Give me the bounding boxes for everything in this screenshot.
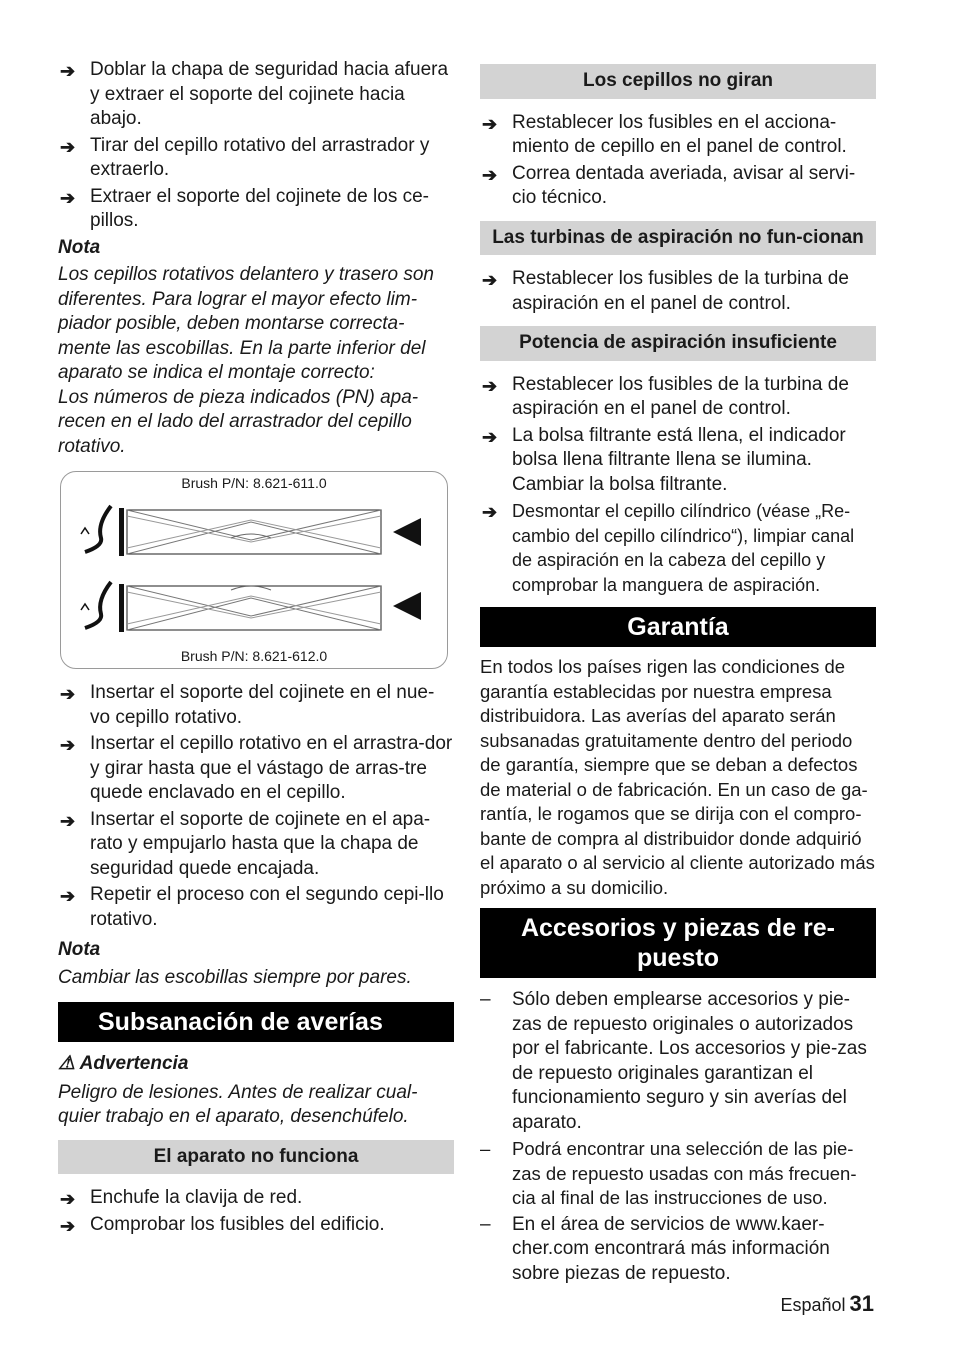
subheading-insufficient-suction: Potencia de aspiración insuficiente <box>480 326 876 361</box>
step-item <box>480 162 876 211</box>
step-text: Restablecer los fusibles de la turbina de aspiración en el panel de control. <box>512 373 849 419</box>
list-item-text: Sólo deben emplearse accesorios y pie-zas de repuesto originales o autorizados por el fabricante. Los accesorios y pie-zas de repuesto originales garantizan el funcionamiento seguro y sin averías del aparato. <box>512 989 867 1133</box>
arrow-icon: ➔ <box>60 810 76 831</box>
step-item <box>58 1213 454 1238</box>
step-text: Insertar el soporte del cojinete en el nue-vo cepillo rotativo. <box>90 682 435 728</box>
dash-icon: – <box>480 1138 491 1159</box>
step-text: Enchufe la clavija de red. <box>90 1187 303 1208</box>
subheading-brushes-not-turning: Los cepillos no giran <box>480 64 876 99</box>
arrow-icon: ➔ <box>482 113 498 134</box>
warning-text: Peligro de lesiones. Antes de realizar cual-quier trabajo en el aparato, desenchúfelo. <box>58 1081 418 1127</box>
brush-diagram <box>61 472 447 668</box>
section-heading-troubleshooting: Subsanación de averías <box>58 1002 454 1042</box>
step-text: Doblar la chapa de seguridad hacia afuera y extraer el soporte del cojinete hacia abajo. <box>90 59 449 129</box>
brush-installation-figure <box>60 471 448 669</box>
dash-icon: – <box>480 989 491 1010</box>
step-text: La bolsa filtrante está llena, el indicador bolsa llena filtrante llena se ilumina. Cambiar la bolsa filtrante. <box>512 424 846 495</box>
step-item <box>480 267 876 316</box>
step-text: Insertar el soporte de cojinete en el apa-rato y empujarlo hasta que la chapa de seguridad quede encajada. <box>90 808 431 879</box>
arrow-icon: ➔ <box>60 684 76 704</box>
arrow-icon: ➔ <box>60 1215 76 1236</box>
arrow-icon: ➔ <box>482 426 498 447</box>
arrow-icon: ➔ <box>482 502 498 522</box>
note-text: Cambiar las escobillas siempre por pares. <box>58 966 412 988</box>
step-item <box>58 883 454 932</box>
step-item <box>58 681 454 730</box>
step-item <box>58 185 454 234</box>
warning-triangle-icon: ⚠ <box>58 1053 76 1074</box>
subheading-device-not-working: El aparato no funciona <box>58 1140 454 1175</box>
front-brush-drawing <box>81 506 421 556</box>
arrow-icon: ➔ <box>482 270 498 290</box>
note-text-2: Los números de pieza indicados (PN) apa-recen en el lado del arrastrador del cepillo rotativo. <box>58 386 419 457</box>
brush-label-bottom: Brush P/N: 8.621-612.0 <box>180 648 328 664</box>
arrow-icon: ➔ <box>60 886 76 906</box>
arrow-icon: ➔ <box>60 136 76 157</box>
step-item <box>480 373 876 422</box>
arrow-icon: ➔ <box>60 61 76 81</box>
arrow-icon: ➔ <box>482 375 498 396</box>
note-title: Nota <box>58 236 101 258</box>
page-footer <box>780 1292 874 1318</box>
step-item <box>480 424 876 498</box>
right-column <box>480 64 876 1288</box>
step-text: Comprobar los fusibles del edificio. <box>90 1213 385 1235</box>
warning-title-row <box>58 1052 454 1077</box>
rear-brush-drawing <box>81 582 421 632</box>
subheading-turbines-not-working: Las turbinas de aspiración no fun-cionan <box>480 221 876 256</box>
step-text: Tirar del cepillo rotativo del arrastrador y extraerlo. <box>90 134 430 180</box>
step-item <box>480 499 876 597</box>
step-text: Extraer el soporte del cojinete de los ce-pillos. <box>90 185 430 231</box>
list-item <box>480 1213 876 1287</box>
arrow-icon: ➔ <box>60 735 76 755</box>
step-text: Repetir el proceso con el segundo cepi-llo rotativo. <box>90 884 444 930</box>
section-heading-accessories: Accesorios y piezas de re-puesto <box>480 908 876 978</box>
page-number: 31 <box>849 1291 874 1316</box>
note-text: Los cepillos rotativos delantero y trasero son diferentes. Para lograr el mayor efecto lim-piador posible, deben montarse correcta-mente las escobillas. En la parte inferior del aparato se indica el montaje correcto: <box>58 264 434 383</box>
arrow-icon: ➔ <box>60 1189 76 1209</box>
step-text: Insertar el cepillo rotativo en el arrastra-dor y girar hasta que el vástago de arras-tre quede enclavado en el cepillo. <box>90 733 453 803</box>
dash-icon: – <box>480 1213 491 1235</box>
warning-title: Advertencia <box>79 1053 189 1074</box>
warranty-text: En todos los países rigen las condiciones de garantía establecidas por nuestra empresa distribuidora. Las averías del aparato serán subsanadas gratuitamente dentro del periodo de garantía, siempre que se deban a defectos de material o de fabricación. En un caso de ga-rantía, le rogamos que se dirija con el compro-bante de compra al distribuidor donde adquirió el aparato o al servicio al cliente autorizado más próximo a su domicilio. <box>480 656 875 898</box>
step-item <box>58 134 454 183</box>
left-column <box>58 58 454 1239</box>
step-text: Correa dentada averiada, avisar al servi-cio técnico. <box>512 162 856 208</box>
step-text: Desmontar el cepillo cilíndrico (véase „Re-cambio del cepillo cilíndrico“), limpiar canal de aspiración en la cabeza del cepillo y comprobar la manguera de aspiración. <box>512 501 855 595</box>
list-item-text: Podrá encontrar una selección de las pie-zas de repuesto usadas con más frecuen-cia al final de las instrucciones de uso. <box>512 1138 857 1208</box>
arrow-icon: ➔ <box>482 164 498 185</box>
list-item-text: En el área de servicios de www.kaer-cher.com encontrará más información sobre piezas de repuesto. <box>512 1213 830 1284</box>
list-item <box>480 988 876 1135</box>
step-text: Restablecer los fusibles en el acciona-miento de cepillo en el panel de control. <box>512 111 847 157</box>
step-text: Restablecer los fusibles de la turbina de aspiración en el panel de control. <box>512 268 849 314</box>
note-title: Nota <box>58 939 101 960</box>
step-item <box>58 808 454 882</box>
arrow-icon: ➔ <box>60 187 76 208</box>
step-item <box>58 732 454 806</box>
brush-label-top: Brush P/N: 8.621-611.0 <box>181 475 327 491</box>
section-heading-warranty: Garantía <box>480 607 876 647</box>
step-item <box>58 58 454 132</box>
list-item <box>480 1137 876 1211</box>
footer-language: Español <box>780 1295 846 1315</box>
step-item <box>58 1186 454 1211</box>
step-item <box>480 111 876 160</box>
